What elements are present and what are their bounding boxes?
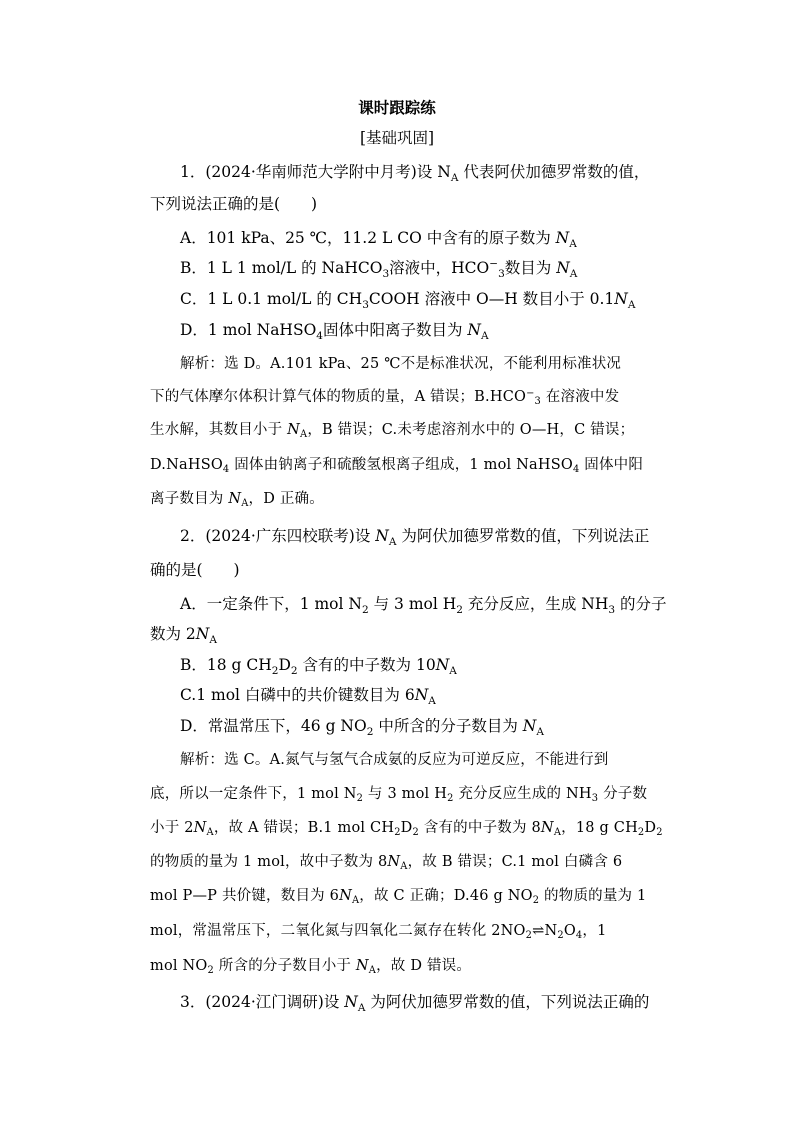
q2-stem-line-2: 确的是( ) xyxy=(150,561,240,579)
q2-option-a-line-1: A．一定条件下，1 mol $N_2$ 与 3 mol $H_2$ 充分反应，生成 $NH_3$ 的分子 xyxy=(180,595,667,616)
q1-stem-line-1: 1．(2024·华南师范大学附中月考)设 $N_A$ 代表阿伏加德罗常数的值， xyxy=(180,163,650,184)
q2-option-a-line-2: 数为 $2N_A$ xyxy=(150,625,217,646)
q1-analysis-line-5: 离子数目为 $N_A$，D 正确。 xyxy=(150,491,324,510)
q2-analysis-line-3: 小于 $2N_A$，故 A 错误；B.1 mol $CH_2D_2$ 含有的中子数为 $8N_A$，18 g $CH_2D_2$ xyxy=(150,820,663,839)
q1-analysis-line-4: D.NaHSO$_4$ 固体由钠离子和硫酸氢根离子组成，1 mol NaHSO$_4$ 固体中阳 xyxy=(150,457,644,476)
q3-stem-line-1: 3．(2024·江门调研)设 $N_A$ 为阿伏加德罗常数的值，下列说法正确的 xyxy=(180,993,650,1014)
q2-analysis-line-6: mol，常温常压下，二氧化氮与四氧化二氮存在转化 $2NO_2\rightleftharpoons N_2O_4$，1 xyxy=(150,923,607,942)
q2-option-d: D．常温常压下，46 g $NO_2$ 中所含的分子数目为 $N_A$ xyxy=(180,717,544,738)
q2-analysis-line-1: 解析：选 C。A.氮气与氢气合成氨的反应为可逆反应，不能进行到 xyxy=(180,752,609,768)
section-heading: [基础巩固] xyxy=(359,129,435,147)
q1-option-c: C．1 L 0.1 mol/L 的 $CH_3COOH$ 溶液中 O—H 数目小于 $0.1N_A$ xyxy=(180,290,636,311)
q1-option-d: D．1 mol NaHSO$_4$固体中阳离子数目为 $N_A$ xyxy=(180,321,489,342)
q2-analysis-line-5: mol P—P 共价键，数目为 $6N_A$，故 C 正确；D.46 g $NO_2$ 的物质的量为 1 xyxy=(150,888,647,907)
q1-option-b: B．1 L 1 mol/L 的 NaHCO$_3$溶液中，$HCO^-_3$数目为 $N_A$ xyxy=(180,258,578,280)
q1-analysis-line-3: 生水解，其数目小于 $N_A$，B 错误；C.未考虑溶剂水中的 O—H，C 错误； xyxy=(150,422,635,441)
q1-analysis-line-2: 下的气体摩尔体积计算气体的物质的量，A 错误；$B.HCO^-_3$ 在溶液中发 xyxy=(150,387,620,408)
q1-analysis-line-1: 解析：选 D。A.101 kPa、25 ℃不是标准状况，不能利用标准状况 xyxy=(180,356,622,372)
page-title: 课时跟踪练 xyxy=(358,98,436,117)
q1-option-a: A．101 kPa、25 ℃，11.2 L CO 中含有的原子数为 $N_A$ xyxy=(180,229,577,250)
q2-analysis-line-4: 的物质的量为 1 mol，故中子数为 $8N_A$，故 B 错误；C.1 mol 白磷含 6 xyxy=(150,854,623,873)
q2-analysis-line-7: mol $NO_2$ 所含的分子数目小于 $N_A$，故 D 错误。 xyxy=(150,958,472,977)
q2-option-b: B．18 g $CH_2D_2$ 含有的中子数为 $10N_A$ xyxy=(180,656,457,677)
q2-stem-line-1: 2．(2024·广东四校联考)设 $N_A$ 为阿伏加德罗常数的值，下列说法正 xyxy=(180,527,650,548)
q2-option-c: C.1 mol 白磷中的共价键数目为 $6N_A$ xyxy=(180,686,436,707)
q2-analysis-line-2: 底，所以一定条件下，1 mol $N_2$ 与 3 mol $H_2$ 充分反应生成的 $NH_3$ 分子数 xyxy=(150,786,648,805)
q1-stem-line-2: 下列说法正确的是( ) xyxy=(150,195,318,213)
